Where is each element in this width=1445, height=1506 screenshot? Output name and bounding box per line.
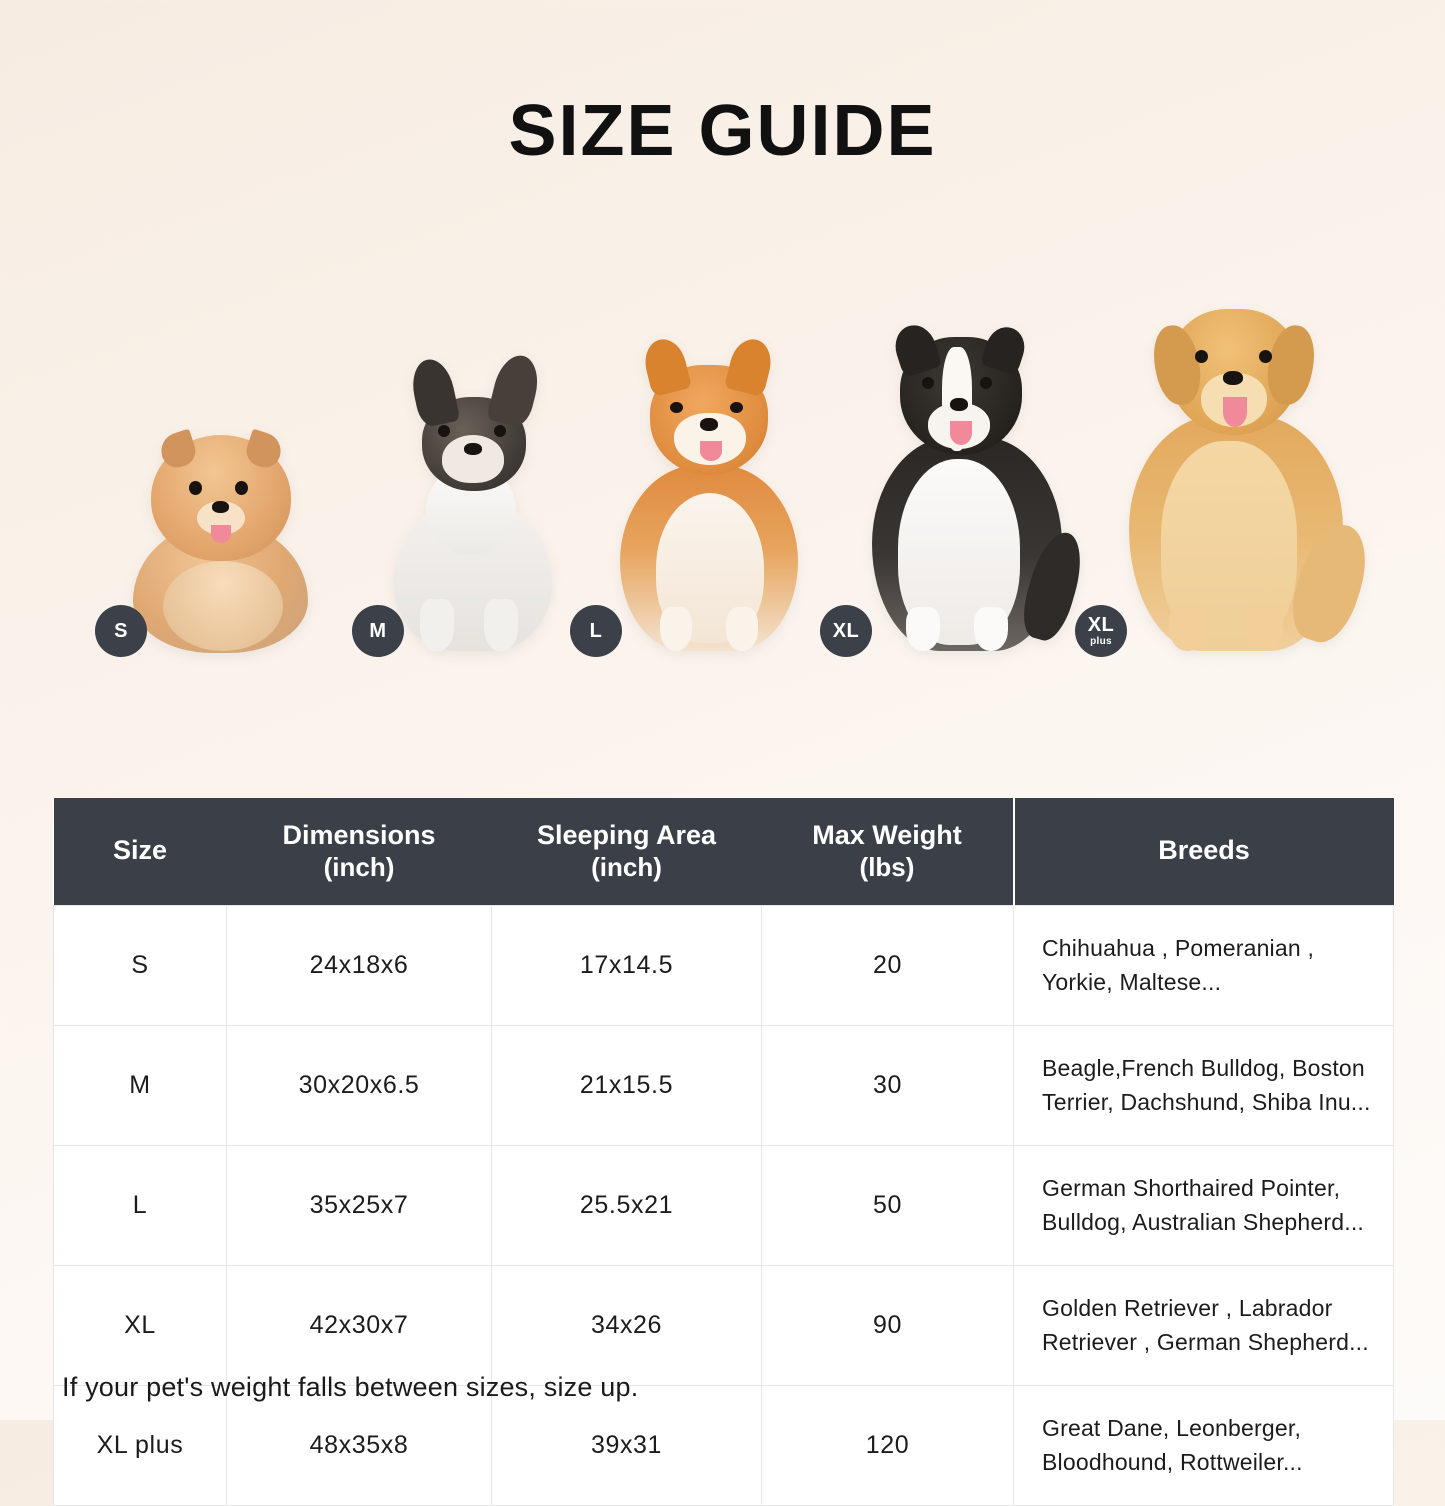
column-header-breeds-label: Breeds	[1158, 835, 1250, 866]
cell-sleeping-area: 39x31	[492, 1385, 762, 1505]
column-header-dimensions-unit: (inch)	[323, 851, 395, 882]
cell-dimensions: 48x35x8	[227, 1385, 492, 1505]
cell-size: XL plus	[54, 1385, 227, 1505]
dog-figure-l	[570, 302, 820, 657]
cell-sleeping-area: 21x15.5	[492, 1025, 762, 1145]
dog-size-comparison-row	[0, 237, 1445, 657]
dog-figure-xl-plus	[1075, 265, 1375, 657]
cell-dimensions: 42x30x7	[227, 1265, 492, 1385]
cell-max-weight: 30	[762, 1025, 1014, 1145]
column-header-size	[54, 798, 227, 905]
column-header-breeds	[1014, 798, 1394, 905]
dog-figure-xl	[820, 287, 1090, 657]
badge-m-label: M	[369, 620, 387, 642]
cell-max-weight: 90	[762, 1265, 1014, 1385]
table-row	[54, 1025, 1394, 1145]
badge-s-label: S	[114, 620, 128, 642]
pomeranian-illustration	[125, 427, 315, 653]
cell-max-weight: 20	[762, 905, 1014, 1025]
cell-breeds: Great Dane, Leonberger, Bloodhound, Rottweiler...	[1014, 1385, 1394, 1505]
cell-max-weight: 120	[762, 1385, 1014, 1505]
cell-breeds: Golden Retriever , Labrador Retriever , German Shepherd...	[1014, 1265, 1394, 1385]
cell-breeds: German Shorthaired Pointer, Bulldog, Australian Shepherd...	[1014, 1145, 1394, 1265]
cell-size: M	[54, 1025, 227, 1145]
table-header-row	[54, 798, 1394, 905]
badge-xl-plus-sublabel: plus	[1090, 636, 1112, 647]
column-header-dimensions-label: Dimensions	[282, 820, 436, 850]
cell-breeds: Beagle,French Bulldog, Boston Terrier, Dachshund, Shiba Inu...	[1014, 1025, 1394, 1145]
column-header-size-label: Size	[112, 835, 168, 866]
cell-sleeping-area: 34x26	[492, 1265, 762, 1385]
french-bulldog-illustration	[380, 363, 560, 651]
column-header-max-weight	[762, 798, 1014, 905]
badge-l-label: L	[589, 620, 603, 642]
cell-dimensions: 24x18x6	[227, 905, 492, 1025]
cell-sleeping-area: 25.5x21	[492, 1145, 762, 1265]
badge-l	[570, 605, 622, 657]
table-row	[54, 1145, 1394, 1265]
table-row	[54, 1265, 1394, 1385]
column-header-max-weight-unit: (lbs)	[859, 851, 915, 882]
column-header-sleeping-area-label: Sleeping Area	[536, 820, 717, 850]
page-title: SIZE GUIDE	[508, 91, 937, 171]
column-header-sleeping-area-unit: (inch)	[591, 851, 662, 882]
badge-xl-plus	[1075, 605, 1127, 657]
badge-s	[95, 605, 147, 657]
table-row	[54, 1385, 1394, 1505]
dog-figure-s	[95, 427, 325, 657]
badge-xl-plus-label: XL	[1087, 614, 1115, 636]
cell-size: S	[54, 905, 227, 1025]
cell-sleeping-area: 17x14.5	[492, 905, 762, 1025]
border-collie-illustration	[854, 289, 1080, 651]
cell-breeds: Chihuahua , Pomeranian , Yorkie, Maltese...	[1014, 905, 1394, 1025]
badge-xl	[820, 605, 872, 657]
golden-retriever-illustration	[1113, 267, 1367, 651]
table-row	[54, 905, 1394, 1025]
column-header-dimensions	[227, 798, 492, 905]
size-table-head	[54, 798, 1394, 905]
cell-max-weight: 50	[762, 1145, 1014, 1265]
column-header-max-weight-label: Max Weight	[812, 820, 962, 850]
cell-size: L	[54, 1145, 227, 1265]
shiba-inu-illustration	[602, 303, 812, 651]
column-header-sleeping-area	[492, 798, 762, 905]
cell-dimensions: 30x20x6.5	[227, 1025, 492, 1145]
badge-xl-label: XL	[832, 620, 860, 642]
cell-dimensions: 35x25x7	[227, 1145, 492, 1265]
cell-size: XL	[54, 1265, 227, 1385]
badge-m	[352, 605, 404, 657]
size-table-body	[54, 905, 1394, 1505]
dog-figure-m	[352, 362, 572, 657]
size-up-footnote: If your pet's weight falls between sizes, size up.	[62, 1372, 639, 1402]
